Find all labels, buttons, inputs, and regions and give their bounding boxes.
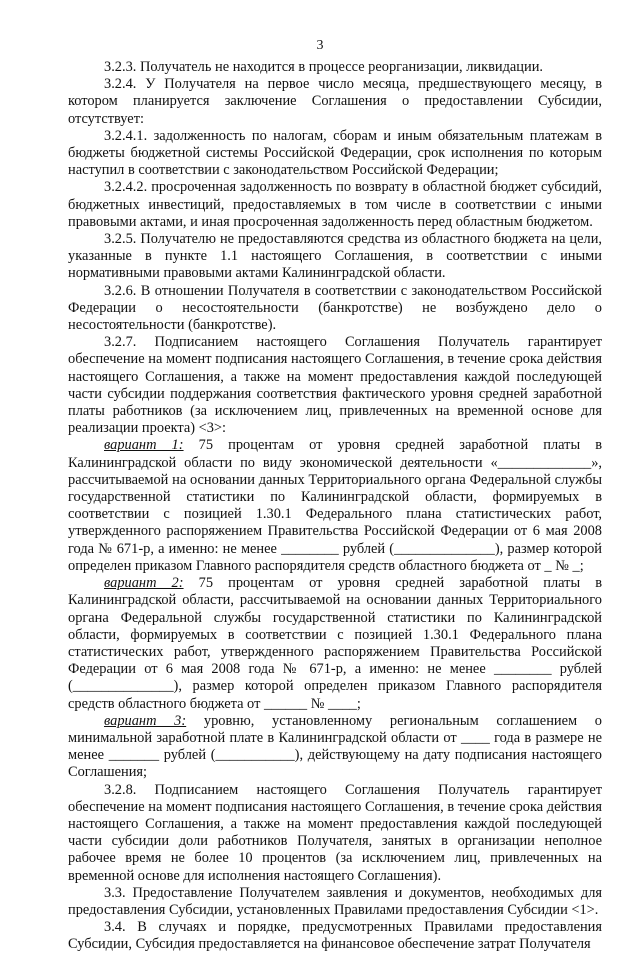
variant-1-text: 75 процентам от уровня средней заработной платы в Калининградской области по виду экономической деятельности «_____________», рассчитываемой на основании данных Территориального органа Федеральной службы государственной статистики по Калининградской области, формируемых в соответствии с позицией 1.30.1 Федерального плана статистических работ, утвержденного распоряжением Правительства Российской Федерации от 6 мая 2008 года № 671-р, а именно: не менее ________ рублей (______________), размер которой определен приказом Главного распорядителя средств областного бюджета от _ № _;: [68, 437, 603, 574]
variant-2-label: вариант 2:: [104, 575, 184, 592]
variant-3-label: вариант 3:: [104, 712, 187, 729]
clause-3-2-4-1: 3.2.4.1. задолженность по налогам, сборам и иным обязательным платежам в бюджеты бюджетной системы Российской Федерации, срок исполнения по которым наступил в соответствии с законодательством Российской Федерации;: [68, 127, 602, 179]
variant-2: [68, 575, 602, 713]
variant-1: [68, 437, 602, 575]
variant-2-text: 75 процентам от уровня средней заработной платы в Калининградской области, рассчитываемой на основании данных Территориального органа Федеральной службы государственной статистики по Калининградской области, формируемых в соответствии с позицией 1.30.1 Федерального плана статистических работ, утвержденного распоряжением Правительства Российской Федерации от 6 мая 2008 года № 671-р, а именно: не менее ________ рублей (______________), размер которой определен приказом Главного распорядителя средств областного бюджета от ______ № ____;: [68, 575, 603, 712]
clause-3-2-4-2: 3.2.4.2. просроченная задолженность по возврату в областной бюджет субсидий, бюджетных инвестиций, предоставляемых в том числе в соответствии с иными правовыми актами, и иная просроченная задолженность перед областным бюджетом.: [68, 179, 602, 230]
clause-3-2-7: 3.2.7. Подписанием настоящего Соглашения Получатель гарантирует обеспечение на момент подписания настоящего Соглашения, в течение срока действия настоящего Соглашения, а также на момент предоставления каждой последующей части субсидии поддержания соответствия фактического уровня средней заработной платы работников (за исключением лиц, привлеченных на временной основе для реализации проекта) <3>:: [68, 334, 602, 437]
clause-3-2-3: 3.2.3. Получатель не находится в процессе реорганизации, ликвидации.: [104, 59, 543, 75]
clause-3-4: 3.4. В случаях и порядке, предусмотренных Правилами предоставления Субсидии, Субсидия предоставляется на финансовое обеспечение затрат Получателя: [68, 919, 602, 953]
clause-3-2-6: 3.2.6. В отношении Получателя в соответствии с законодательством Российской Федерации о несостоятельности (банкротстве) не возбуждено дело о несостоятельности (банкротстве).: [68, 282, 602, 334]
variant-3: [68, 713, 602, 782]
clause-3-2-4: 3.2.4. У Получателя на первое число месяца, предшествующего месяцу, в котором планируется заключение Соглашения о предоставлении Субсидии, отсутствует:: [68, 76, 602, 127]
clause-3-2-8: 3.2.8. Подписанием настоящего Соглашения Получатель гарантирует обеспечение на момент подписания настоящего Соглашения, в течение срока действия настоящего Соглашения, а также на момент предоставления каждой последующей части субсидии доли работников Получателя, занятых в организации неполное рабочее время не более 10 процентов (за исключением лиц, привлеченных на временной основе для исполнения настоящего Соглашения).: [68, 781, 602, 884]
clause-3-2-5: 3.2.5. Получателю не предоставляются средства из областного бюджета на цели, указанные в пункте 1.1 настоящего Соглашения, в соответствии с иными нормативными правовыми актами Калининградской области.: [68, 231, 602, 282]
variant-1-label: вариант 1:: [104, 437, 184, 454]
page-number: 3: [316, 38, 324, 53]
variant-3-text: уровню, установленному региональным соглашением о минимальной заработной плате в Калининградской области от ____ года в размере не менее _______ рублей (___________), действующему на дату подписания настоящего Соглашения;: [68, 712, 603, 781]
clause-3-3: 3.3. Предоставление Получателем заявления и документов, необходимых для предоставления Субсидии, установленных Правилами предоставления Субсидии <1>.: [68, 884, 602, 918]
document-body: [68, 59, 602, 954]
